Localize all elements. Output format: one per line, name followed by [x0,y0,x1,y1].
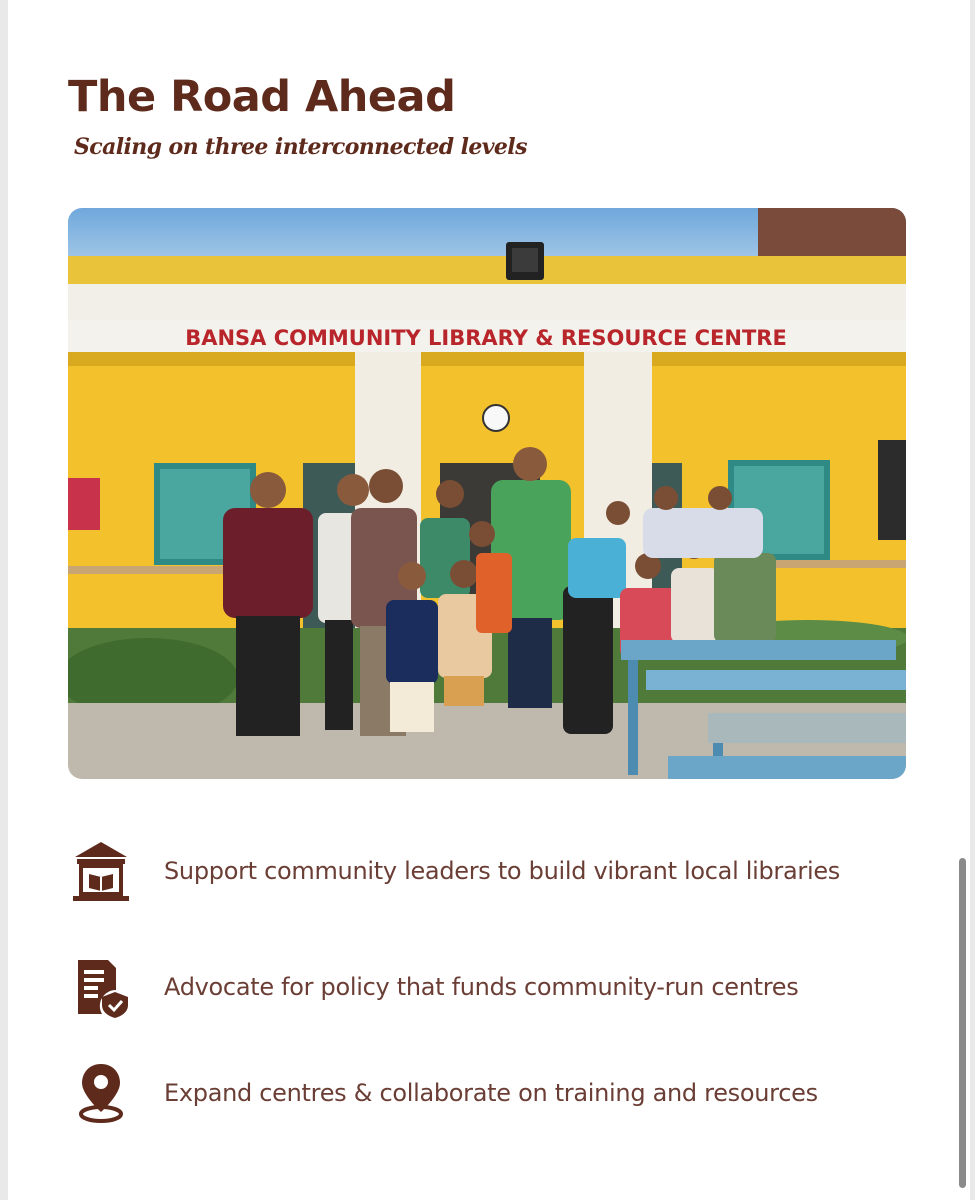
feature-text: Expand centres & collaborate on training and resources [164,1079,818,1107]
library-group-photo [68,208,906,779]
scrollbar[interactable] [959,858,966,1188]
library-sign-text: BANSA COMMUNITY LIBRARY & RESOURCE CENTRE [185,326,787,350]
section-title: The Road Ahead [68,72,456,122]
policy-document-shield-icon [68,954,134,1020]
feature-item-libraries [68,836,908,906]
library-building-icon [68,838,134,904]
location-pin-icon [68,1060,134,1126]
feature-item-expand [68,1058,908,1128]
feature-text: Support community leaders to build vibrant local libraries [164,857,841,885]
feature-item-policy [68,952,908,1022]
section-subtitle: Scaling on three interconnected levels [74,134,527,160]
feature-text: Advocate for policy that funds community-run centres [164,973,799,1001]
